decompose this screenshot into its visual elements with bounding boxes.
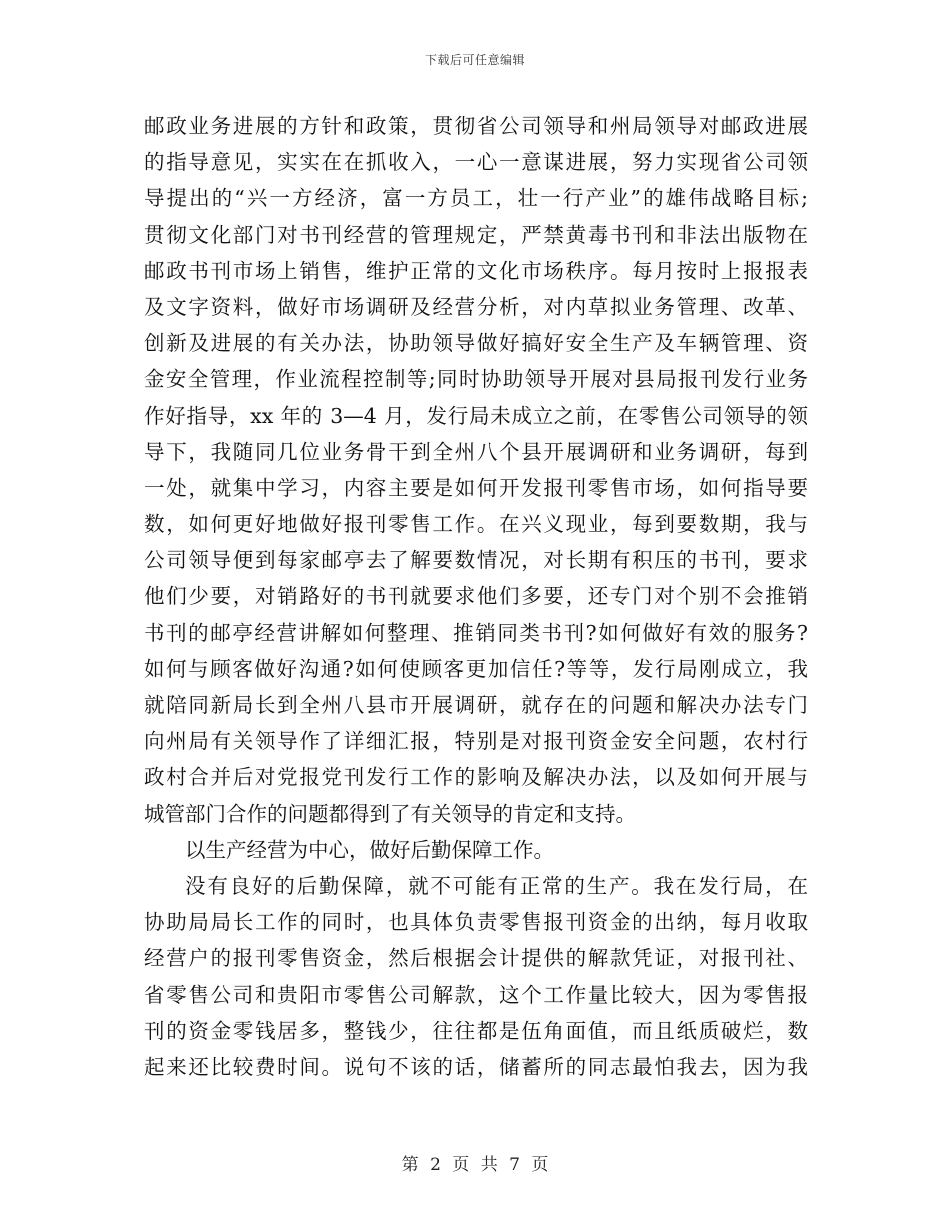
text-line: 协助局局长工作的同时，也具体负责零售报刊资金的出纳，每月收取 xyxy=(144,910,808,935)
text-line: 导提出的“兴一方经济，富一方员工，壮一行产业”的雄伟战略目标; xyxy=(144,186,808,211)
text-line: 数，如何更好地做好报刊零售工作。在兴义现业，每到要数期，我与 xyxy=(144,512,808,537)
text-line: 公司领导便到每家邮亭去了解要数情况，对长期有积压的书刊，要求 xyxy=(144,548,808,573)
text-line: 邮政业务进展的方针和政策，贯彻省公司领导和州局领导对邮政进展 xyxy=(144,114,808,138)
text-line: 省零售公司和贵阳市零售公司解款，这个工作量比较大，因为零售报 xyxy=(144,982,808,1007)
document-body xyxy=(144,108,808,1085)
text-line: 刊的资金零钱居多，整钱少，往往都是伍角面值，而且纸质破烂，数 xyxy=(144,1018,808,1043)
text-line: 城管部门合作的问题都得到了有关领导的肯定和支持。 xyxy=(144,801,636,826)
page-number-footer: 第 2 页 共 7 页 xyxy=(401,1155,549,1175)
text-line: 的指导意见，实实在在抓收入，一心一意谋进展，努力实现省公司领 xyxy=(144,150,808,175)
text-line: 金安全管理，作业流程控制等;同时协助领导开展对县局报刊发行业务 xyxy=(144,367,808,392)
section-heading: 以生产经营为中心，做好后勤保障工作。 xyxy=(185,837,554,862)
text-line: 起来还比较费时间。说句不该的话，储蓄所的同志最怕我去，因为我 xyxy=(144,1054,808,1079)
text-line: 邮政书刊市场上销售，维护正常的文化市场秩序。每月按时上报报表 xyxy=(144,258,808,283)
text-line: 一处，就集中学习，内容主要是如何开发报刊零售市场，如何指导要 xyxy=(144,475,808,500)
text-line: 没有良好的后勤保障，就不可能有正常的生产。我在发行局，在 xyxy=(185,873,808,898)
text-line: 政村合并后对党报党刊发行工作的影响及解决办法，以及如何开展与 xyxy=(144,765,808,790)
text-line: 他们少要，对销路好的书刊就要求他们多要，还专门对个别不会推销 xyxy=(144,584,808,609)
text-line: 如何与顾客做好沟通?如何使顾客更加信任?等等，发行局刚成立，我 xyxy=(144,656,808,681)
text-line: 导下，我随同几位业务骨干到全州八个县开展调研和业务调研，每到 xyxy=(144,439,808,464)
text-line: 向州局有关领导作了详细汇报，特别是对报刊资金安全问题，农村行 xyxy=(144,729,808,754)
text-line: 作好指导，xx 年的 3—4 月，发行局未成立之前，在零售公司领导的领 xyxy=(144,403,808,428)
page-header: 下载后可任意编辑 xyxy=(424,53,525,67)
text-line: 书刊的邮亭经营讲解如何整理、推销同类书刊?如何做好有效的服务? xyxy=(144,620,808,645)
text-line: 经营户的报刊零售资金，然后根据会计提供的解款凭证，对报刊社、 xyxy=(144,946,808,971)
text-line: 创新及进展的有关办法，协助领导做好搞好安全生产及车辆管理、资 xyxy=(144,331,808,356)
text-line: 及文字资料，做好市场调研及经营分析，对内草拟业务管理、改革、 xyxy=(144,294,808,319)
text-line: 贯彻文化部门对书刊经营的管理规定，严禁黄毒书刊和非法出版物在 xyxy=(144,222,808,247)
text-line: 就陪同新局长到全州八县市开展调研，就存在的问题和解决办法专门 xyxy=(144,693,808,717)
